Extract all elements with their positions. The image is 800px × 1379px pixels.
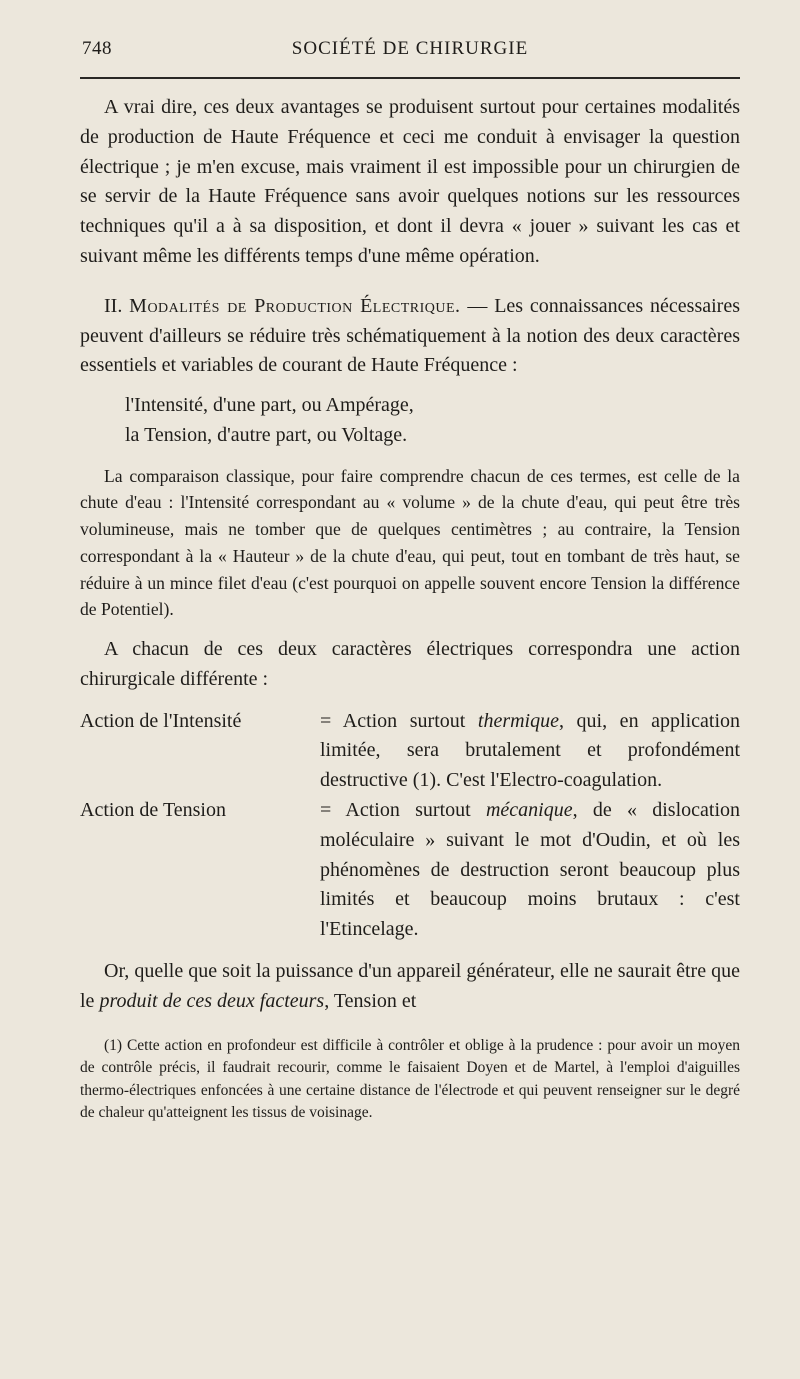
definition-intensity bbox=[80, 707, 740, 796]
definition-pre: = Action surtout bbox=[320, 798, 486, 821]
paragraph-3-em: produit de ces deux facteurs bbox=[99, 989, 325, 1012]
section-paragraph bbox=[80, 292, 740, 381]
footnote-text: (1) Cette action en profondeur est difficile à contrôler et oblige à la prudence : pour avoir un moyen de contrôle précis, il faudrait recourir, comme le faisaient Doyen et de Martel, à l'emploi d'aiguilles thermo-électriques enfoncées à une certaine distance de l'électrode et qui peuvent renseigner sur le degré de chaleur qu'atteignent les tissus de voisinage. bbox=[80, 1036, 740, 1122]
section-text: — Les connaissances nécessaires peuvent d'ailleurs se réduire très schématiquement à la notion des deux caractères essentiels et variables de courant de Haute Fréquence : bbox=[80, 294, 740, 377]
running-header bbox=[80, 38, 740, 68]
small-paragraph: La comparaison classique, pour faire comprendre chacun de ces termes, est celle de la chute d'eau : l'Intensité correspondant au « volume » de la chute d'eau, qui peut être très volumineuse, mais ne tomber que de quelques centimètres ; au contraire, la Tension correspondant à la « Hauteur » de la chute d'eau, qui peut, tout en tombant de très haut, se réduire à un mince filet d'eau (c'est pourquoi on appelle souvent encore Tension la différence de Potentiel). bbox=[80, 465, 740, 620]
section-number: II. bbox=[104, 294, 123, 317]
definition-em: thermique bbox=[477, 709, 559, 732]
definition-term: Action de l'Intensité bbox=[80, 709, 242, 732]
definition-em: mécanique bbox=[485, 798, 573, 821]
definition-desc bbox=[320, 707, 740, 796]
section-heading: Modalités de Production Électrique. bbox=[129, 294, 461, 317]
page-body bbox=[80, 93, 740, 1125]
definition-pre: = Action surtout bbox=[320, 709, 478, 732]
paragraph-2: A chacun de ces deux caractères électriques correspondra une action chirurgicale différente : bbox=[80, 637, 740, 690]
definition-post: , de « dislocation moléculaire » suivant le mot d'Oudin, et où les phénomènes de destruction seront beaucoup plus limités et beaucoup moins brutaux : c'est l'Etincelage. bbox=[320, 798, 741, 941]
header-rule bbox=[80, 77, 740, 79]
running-title: SOCIÉTÉ DE CHIRURGIE bbox=[291, 38, 529, 59]
definition-term: Action de Tension bbox=[80, 798, 226, 821]
page-number: 748 bbox=[82, 38, 112, 59]
list-item-intensity: l'Intensité, d'une part, ou Ampérage, bbox=[125, 394, 414, 417]
definition-tension bbox=[80, 796, 740, 945]
footnote bbox=[80, 1035, 740, 1125]
paragraph-1: A vrai dire, ces deux avantages se produisent surtout pour certaines modalités de production de Haute Fréquence et ceci me conduit à envisager la question électrique ; je m'en excuse, mais vraiment il est impossible pour un chirurgien de se servir de la Haute Fréquence sans avoir quelques notions sur les ressources techniques qu'il a à sa disposition, et dont il devra « jouer » suivant les cas et suivant même les différents temps d'une même opération. bbox=[80, 96, 740, 267]
list-item-tension: la Tension, d'autre part, ou Voltage. bbox=[125, 423, 408, 446]
paragraph-3 bbox=[80, 957, 740, 1017]
definition-post: , qui, en application limitée, sera brutalement et profondément destructive (1). C'est l'Electro-coagulation. bbox=[320, 709, 740, 792]
paragraph-3-post: , Tension et bbox=[324, 989, 417, 1012]
paragraph-3-pre: Or, quelle que soit la puissance d'un appareil générateur, elle ne saurait être que le bbox=[80, 959, 740, 1012]
definition-desc bbox=[320, 796, 740, 945]
